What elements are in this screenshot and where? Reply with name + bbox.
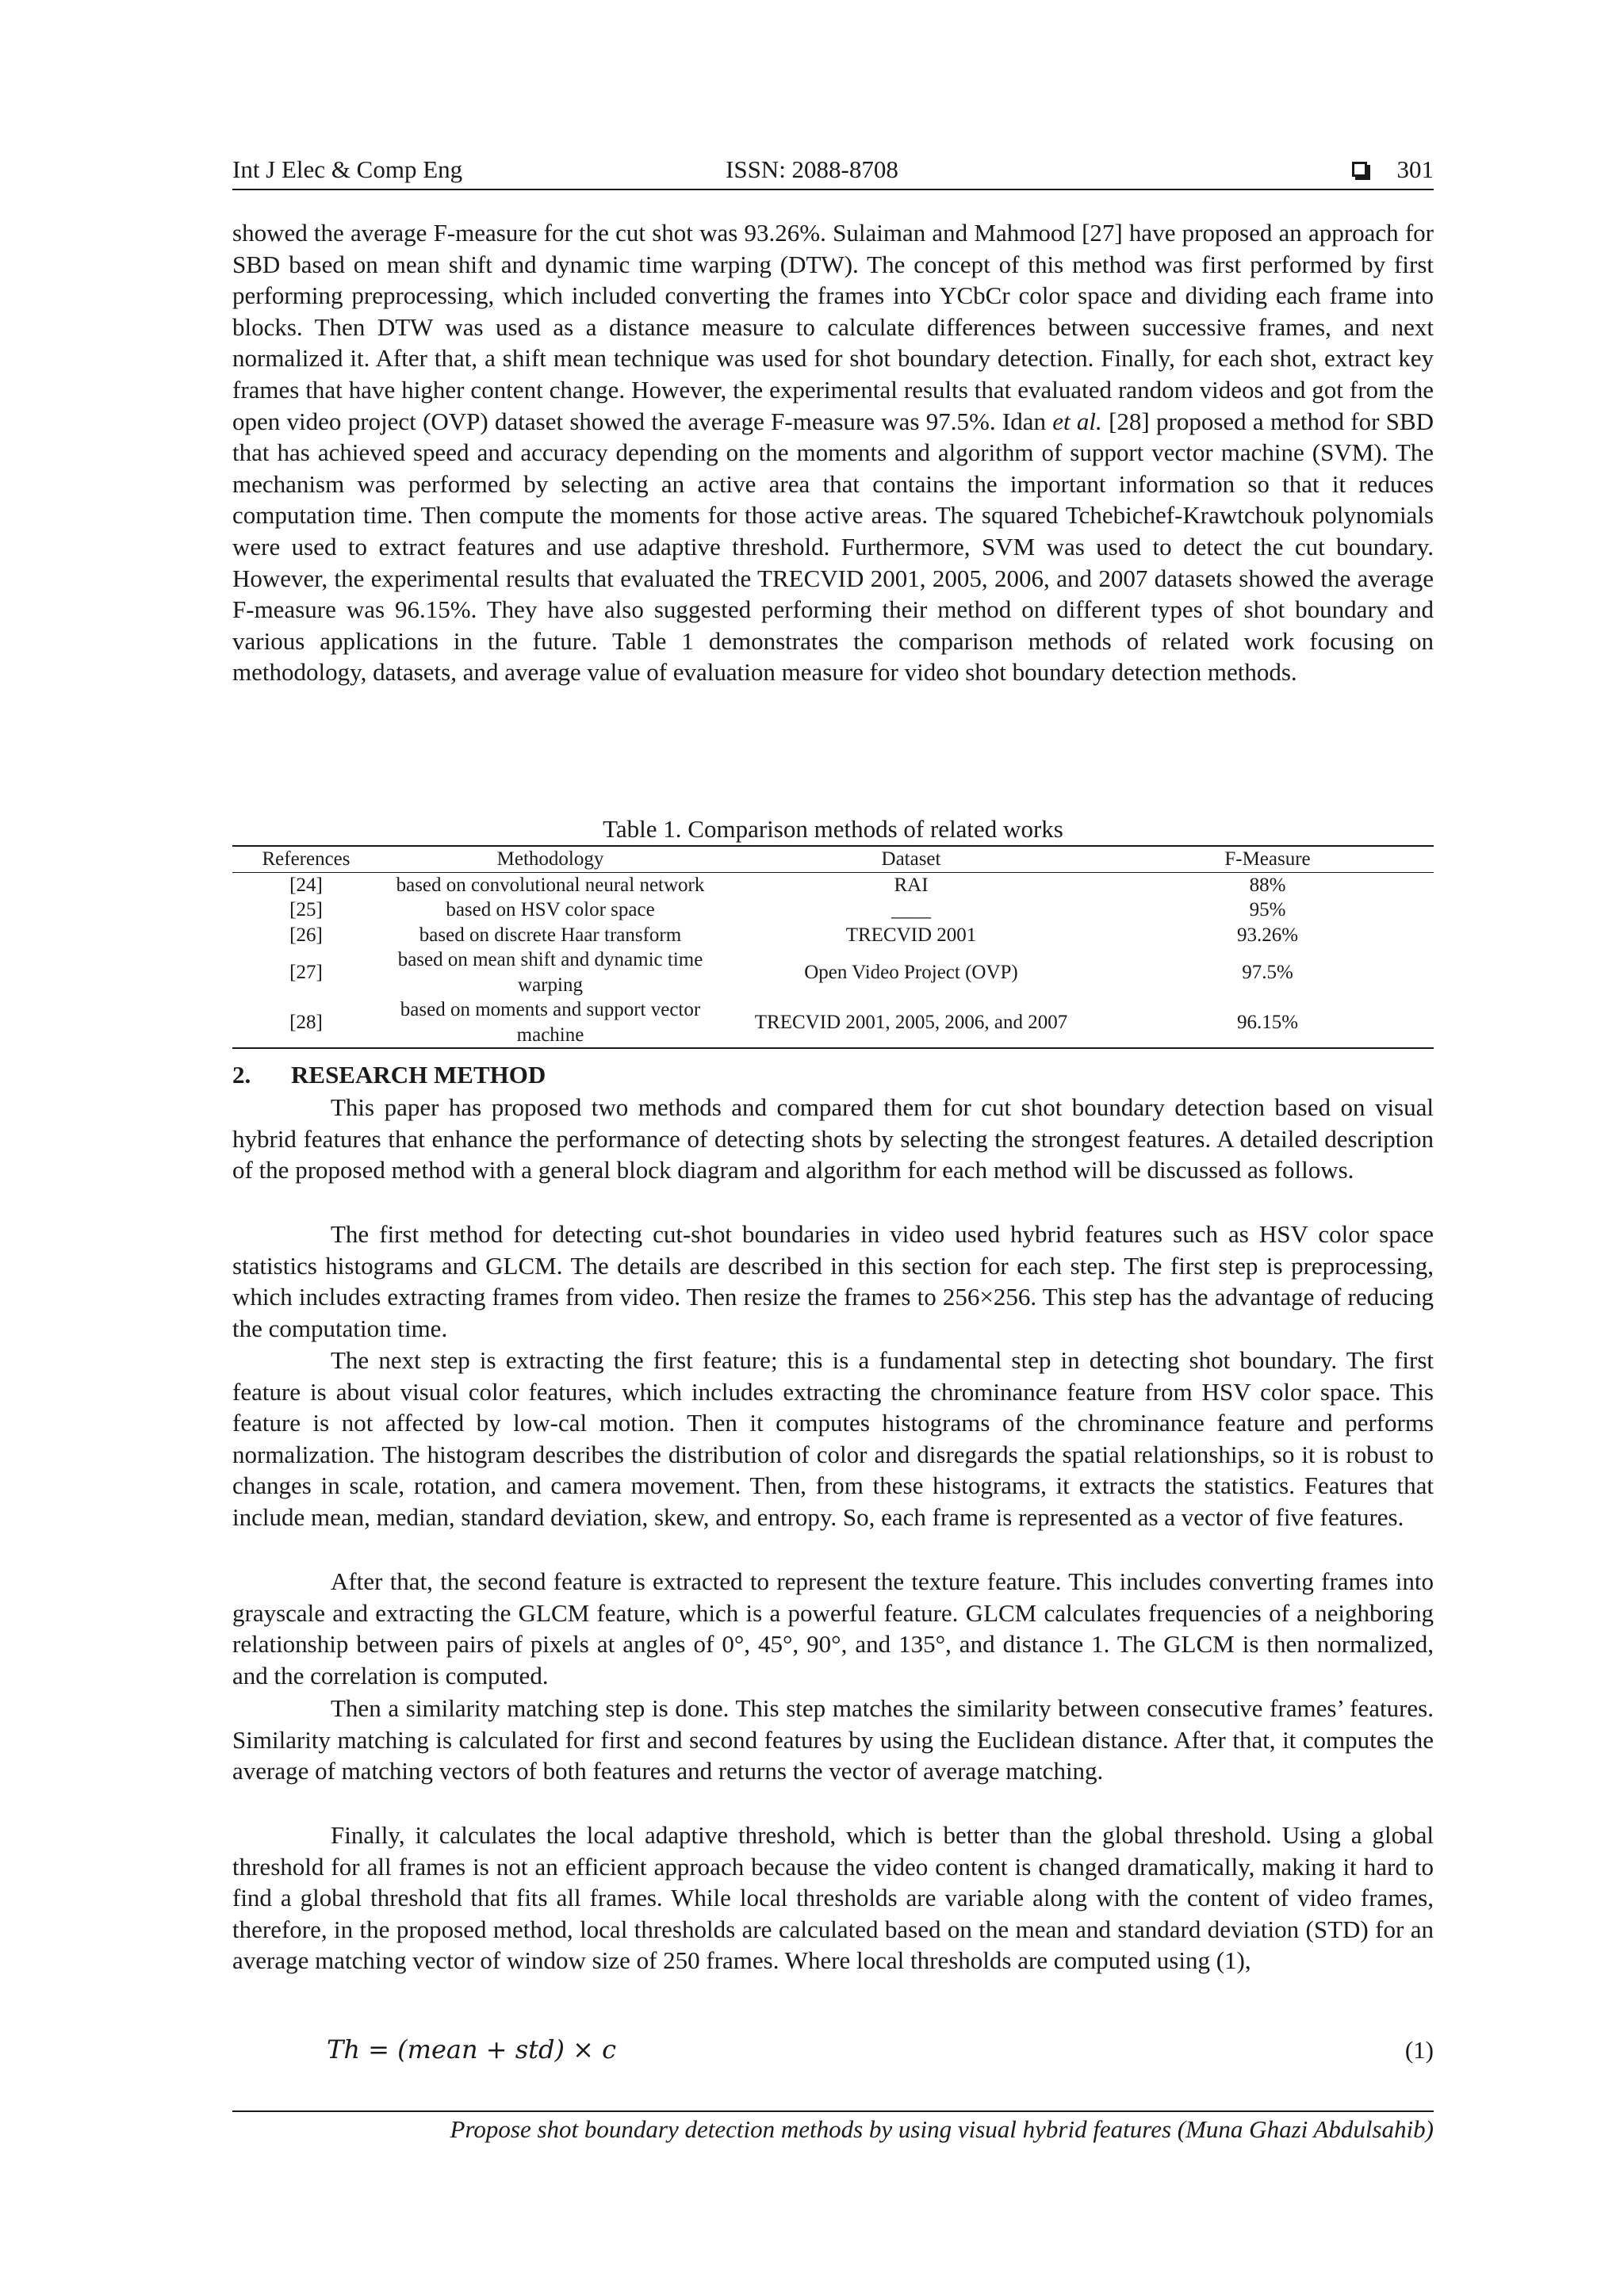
header-rule xyxy=(232,189,1434,190)
cell-f-measure: 93.26% xyxy=(1236,924,1299,946)
equation-number: (1) xyxy=(1404,2036,1434,2064)
cell-reference: [26] xyxy=(289,924,323,946)
table-row xyxy=(232,897,1434,923)
section-title: RESEARCH METHOD xyxy=(291,1061,546,1089)
cell-f-measure: 96.15% xyxy=(1236,1011,1299,1033)
section-heading xyxy=(232,1061,546,1089)
page-footer: Propose shot boundary detection methods by using visual hybrid features (Muna Ghazi Abdulsahib) xyxy=(450,2115,1434,2143)
page-header xyxy=(232,155,1434,190)
cell-methodology: based on mean shift and dynamic time warping xyxy=(397,949,703,996)
cell-reference: [27] xyxy=(289,961,323,983)
cell-dataset: TRECVID 2001 xyxy=(845,924,977,946)
intro-paragraph xyxy=(232,217,1434,688)
cell-f-measure: 88% xyxy=(1249,874,1286,896)
cell-dataset: ____ xyxy=(891,899,931,920)
cell-dataset: TRECVID 2001, 2005, 2006, and 2007 xyxy=(754,1011,1068,1033)
method-paragraph: After that, the second feature is extracted to represent the texture feature. This includes converting frames into grayscale and extracting the GLCM feature, which is a powerful feature. GLCM calculates frequencies of a neighboring relationship between pairs of pixels at angles of 0°, 45°, 90°, and 135°, and distance 1. The GLCM is then normalized, and the correlation is computed. xyxy=(232,1567,1434,1689)
table-row xyxy=(232,997,1434,1048)
cell-reference: [28] xyxy=(289,1011,323,1033)
table-row xyxy=(232,947,1434,997)
cell-f-measure: 97.5% xyxy=(1242,961,1293,983)
cell-dataset: Open Video Project (OVP) xyxy=(804,961,1018,983)
header-methodology: Methodology xyxy=(496,848,604,870)
method-paragraph: This paper has proposed two methods and compared them for cut shot boundary detection based on visual hybrid features that enhance the performance of detecting shots by selecting the strongest features. A detailed description of the proposed method with a general block diagram and algorithm for each method will be discussed as follows. xyxy=(232,1093,1434,1184)
method-paragraph: The next step is extracting the first feature; this is a fundamental step in detecting shot boundary. The first feature is about visual color features, which includes extracting the chrominance feature from HSV color space. This feature is not affected by low-cal motion. Then it computes histograms of the chrominance feature and performs normalization. The histogram describes the distribution of color and disregards the spatial relationships, so it is robust to changes in scale, rotation, and camera movement. Then, from these histograms, it extracts the statistics. Features that include mean, median, standard deviation, skew, and entropy. So, each frame is represented as a vector of five features. xyxy=(232,1346,1434,1531)
cell-methodology: based on convolutional neural network xyxy=(396,874,705,896)
table-header-row xyxy=(232,846,1434,872)
intro-text-a: showed the average F-measure for the cut shot was 93.26%. Sulaiman and Mahmood [27] have proposed an approach for SBD based on mean shift and dynamic time warping (DTW). The concept of this method was first performed by first performing preprocessing, which included converting the frames into YCbCr color space and dividing each frame into blocks. Then DTW was used as a distance measure to calculate differences between successive frames, and next normalized it. After that, a shift mean technique was used for shot boundary detection. Finally, for each shot, extract key frames that have higher content change. However, the experimental results that evaluated random videos and got from the open video project (OVP) dataset showed the average F-measure was 97.5%. Idan xyxy=(232,219,1434,435)
header-references: References xyxy=(262,848,350,870)
method-paragraph: Finally, it calculates the local adaptive threshold, which is better than the global threshold. Using a global threshold for all frames is not an efficient approach because the video content is changed dramatically, making it hard to find a global threshold that fits all frames. While local thresholds are variable along with the content of video frames, therefore, in the proposed method, local thresholds are calculated based on the mean and standard deviation (STD) for an average matching vector of window size of 250 frames. Where local thresholds are computed using (1), xyxy=(232,1821,1434,1975)
cell-reference: [25] xyxy=(289,899,323,920)
cell-methodology: based on HSV color space xyxy=(446,899,655,920)
page-number: 301 xyxy=(1396,155,1434,183)
issn: ISSN: 2088-8708 xyxy=(726,155,898,183)
intro-text-b: [28] proposed a method for SBD that has achieved speed and accuracy depending on the moments and algorithm of support vector machine (SVM). The mechanism was performed by selecting an active area that contains the important information so that it reduces computation time. Then compute the moments for those active areas. The squared Tchebichef-Krawtchouk polynomials were used to extract features and use adaptive threshold. Furthermore, SVM was used to detect the cut boundary. However, the experimental results that evaluated the TRECVID 2001, 2005, 2006, and 2007 datasets showed the average F-measure was 96.15%. They have also suggested performing their method on different types of shot boundary and various applications in the future. Table 1 demonstrates the comparison methods of related work focusing on methodology, datasets, and average value of evaluation measure for video shot boundary detection methods. xyxy=(232,407,1434,687)
cell-dataset: RAI xyxy=(894,874,929,896)
cell-reference: [24] xyxy=(289,874,323,896)
method-paragraph: Then a similarity matching step is done. This step matches the similarity between consecutive frames’ features. Similarity matching is calculated for first and second features by using the Euclidean distance. After that, it computes the average of matching vectors of both features and returns the vector of average matching. xyxy=(232,1694,1434,1785)
table-row xyxy=(232,872,1434,897)
cell-methodology: based on discrete Haar transform xyxy=(419,924,682,946)
comparison-table xyxy=(232,845,1434,1049)
section-number: 2. xyxy=(232,1061,251,1089)
footer-rule xyxy=(232,2110,1434,2112)
header-dataset: Dataset xyxy=(881,848,941,870)
table-caption: Table 1. Comparison methods of related works xyxy=(603,815,1063,843)
cell-methodology: based on moments and support vector machine xyxy=(400,999,701,1046)
equation: Th = (mean + std) × c xyxy=(327,2034,617,2064)
header-f-measure: F-Measure xyxy=(1224,848,1311,870)
table-row xyxy=(232,923,1434,948)
journal-name: Int J Elec & Comp Eng xyxy=(232,155,463,183)
method-paragraph: The first method for detecting cut-shot boundaries in video used hybrid features such as HSV color space statistics histograms and GLCM. The details are described in this section for each step. The first step is preprocessing, which includes extracting frames from video. Then resize the frames to 256×256. This step has the advantage of reducing the computation time. xyxy=(232,1220,1434,1342)
cell-f-measure: 95% xyxy=(1249,899,1286,920)
square-bullet-icon xyxy=(1352,162,1367,177)
intro-etal: et al. xyxy=(1052,407,1102,435)
